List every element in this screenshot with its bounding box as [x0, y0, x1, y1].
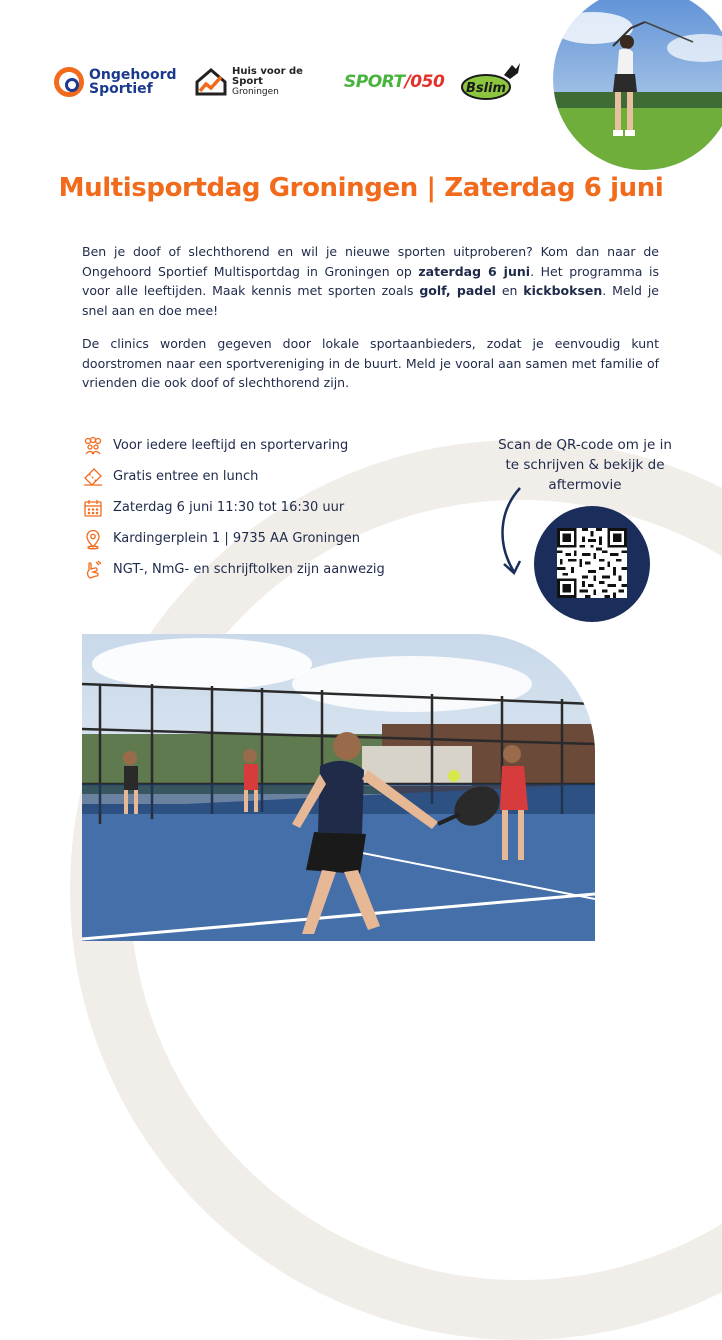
- feature-label: Gratis entree en lunch: [113, 469, 259, 484]
- feature-label: Voor iedere leeftijd en sportervaring: [113, 438, 349, 453]
- location-pin-icon: [82, 528, 104, 550]
- intro-text-3: en: [495, 283, 524, 298]
- huis-voor-de-sport-logo: [194, 67, 332, 97]
- hvs-logo-line1: Huis voor de Sport: [232, 66, 303, 87]
- intro-date-bold: zaterdag 6 juni: [418, 263, 531, 279]
- sport050-logo: [344, 72, 444, 92]
- feature-item-date: [82, 492, 422, 523]
- intro-text-1: Ben je doof of slechthorend en wil je nieuwe sporten uitproberen? Kom dan naar de Ongehoord Sportief Multisportdag in Groningen op: [82, 244, 659, 279]
- qr-instruction: Scan de QR-code om je in te schrijven & bekijk de aftermovie: [498, 437, 672, 493]
- feature-label: NGT-, NmG- en schrijftolken zijn aanwezig: [113, 562, 385, 577]
- feature-item-location: [82, 523, 422, 554]
- intro-paragraph: [82, 242, 659, 320]
- page-title: Multisportdag Groningen | Zaterdag 6 juni: [58, 173, 664, 203]
- ongehoord-logo-icon: [54, 67, 84, 97]
- house-logo-icon: [194, 67, 228, 97]
- feature-list: [82, 430, 422, 585]
- qr-code[interactable]: [557, 528, 627, 598]
- people-icon: [82, 435, 104, 457]
- ongehoord-logo-line1: Ongehoord: [89, 67, 177, 83]
- ticket-icon: [82, 466, 104, 488]
- feature-item-interpreters: [82, 554, 422, 585]
- hvs-logo-line2: Groningen: [232, 87, 279, 97]
- bslim-logo-text: Bslim: [466, 81, 507, 96]
- padel-photo: [82, 634, 595, 941]
- sport050-logo-a: SPORT: [344, 72, 405, 92]
- sign-language-icon: [82, 559, 104, 581]
- clinics-paragraph: De clinics worden gegeven door lokale sportaanbieders, zodat je eenvoudig kunt doorstromen naar een sportvereniging in de buurt. Meld je vooral aan samen met familie of vrienden die ook doof of slechthorend zijn.: [82, 336, 659, 390]
- ongehoord-logo-line2: Sportief: [89, 81, 153, 97]
- qr-code-icon: [557, 528, 627, 598]
- intro-kickboxing-bold: kickboksen: [523, 283, 603, 298]
- intro-sports-bold: golf, padel: [419, 283, 496, 298]
- golf-player-photo: [553, 0, 722, 170]
- ongehoord-sportief-logo: [54, 67, 177, 97]
- calendar-icon: [82, 497, 104, 519]
- sport050-logo-b: /050: [404, 72, 445, 92]
- feature-label: Kardingerplein 1 | 9735 AA Groningen: [113, 531, 360, 546]
- sponsor-logos: [54, 60, 524, 104]
- feature-label: Zaterdag 6 juni 11:30 tot 16:30 uur: [113, 500, 345, 515]
- bslim-logo: [458, 61, 524, 103]
- feature-item-entry: [82, 461, 422, 492]
- intro-text-4: . Meld je snel aan en doe mee!: [82, 283, 659, 318]
- intro-text-2: . Het programma is voor alle leeftijden. Maak kennis met sporten zoals: [82, 263, 659, 298]
- feature-item-age: [82, 430, 422, 461]
